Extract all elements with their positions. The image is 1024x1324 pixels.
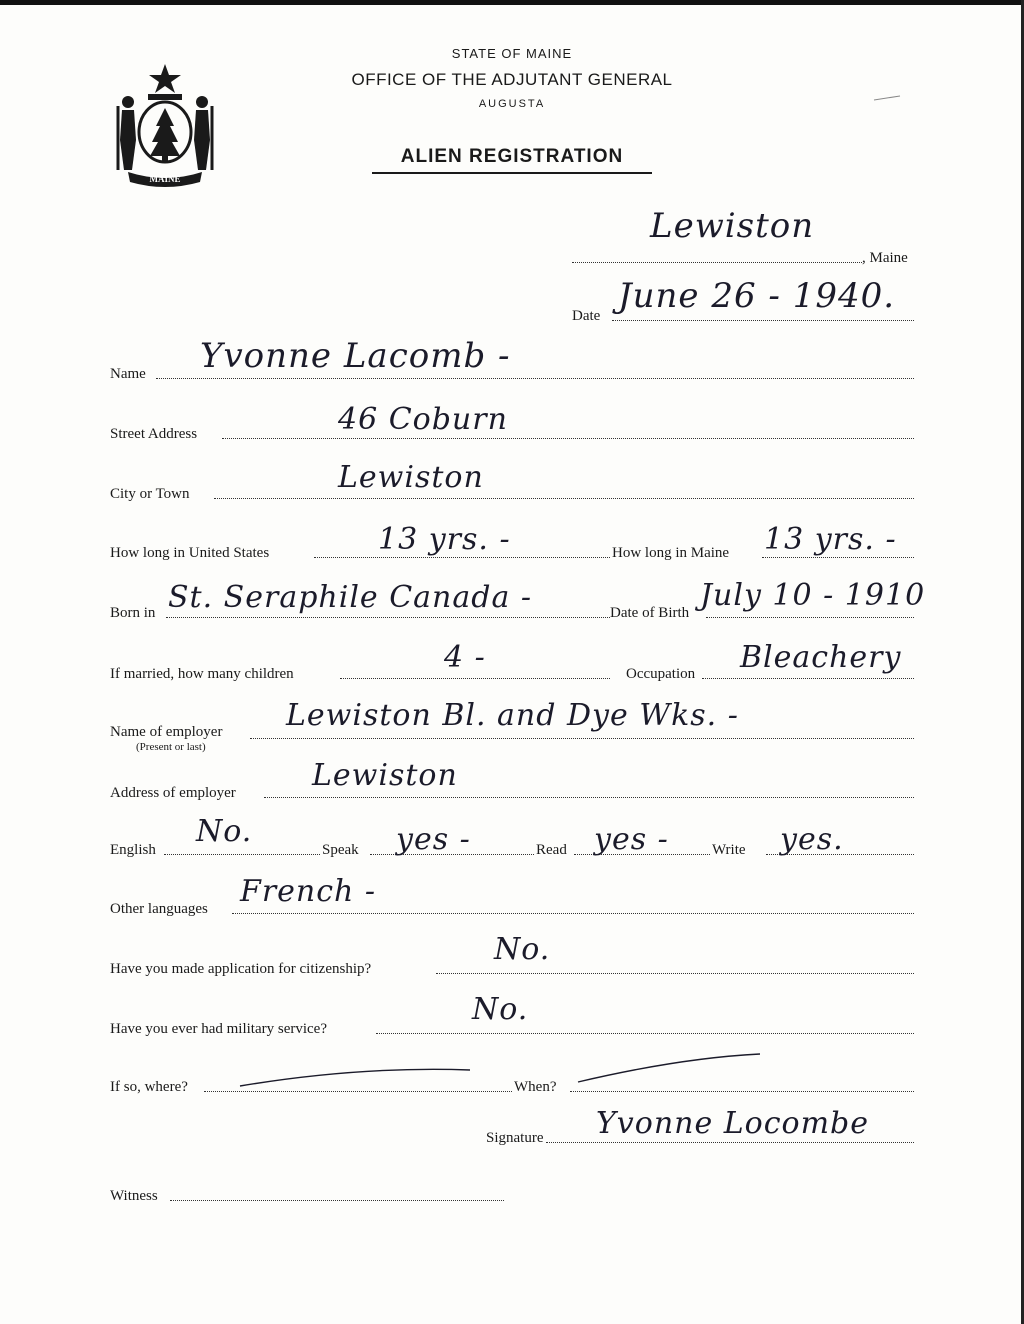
other-languages-label: Other languages xyxy=(110,901,208,917)
children-label: If married, how many children xyxy=(110,666,294,682)
english-line xyxy=(164,854,320,855)
state-heading: STATE OF MAINE xyxy=(451,46,573,61)
born-in-entry: St. Seraphile Canada - xyxy=(168,580,533,615)
how-long-maine-label: How long in Maine xyxy=(612,545,730,561)
employer-note: (Present or last) xyxy=(136,741,206,753)
when-label: When? xyxy=(514,1079,557,1095)
scan-edge-top xyxy=(0,0,1024,5)
place-line xyxy=(572,262,862,263)
signature-label: Signature xyxy=(486,1130,544,1146)
place-entry: Lewiston xyxy=(650,206,815,246)
city-label: City or Town xyxy=(110,486,190,502)
witness-label: Witness xyxy=(110,1188,158,1204)
how-long-us-line xyxy=(314,557,610,558)
how-long-maine-entry: 13 yrs. - xyxy=(764,522,897,557)
employer-name-label: Name of employer xyxy=(110,724,223,740)
svg-text:MAINE: MAINE xyxy=(149,174,181,184)
signature-entry: Yvonne Locombe xyxy=(596,1106,869,1141)
employer-name-entry: Lewiston Bl. and Dye Wks. - xyxy=(286,698,739,733)
city-heading: AUGUSTA xyxy=(478,98,546,110)
military-label: Have you ever had military service? xyxy=(110,1021,327,1037)
other-languages-line xyxy=(232,913,914,914)
read-entry: yes - xyxy=(594,822,669,857)
date-entry: June 26 - 1940. xyxy=(618,276,896,316)
children-entry: 4 - xyxy=(444,640,486,675)
date-of-birth-entry: July 10 - 1910 xyxy=(700,578,926,613)
military-entry: No. xyxy=(472,992,529,1027)
military-line xyxy=(376,1033,914,1034)
name-entry: Yvonne Lacomb - xyxy=(200,336,511,376)
english-label: English xyxy=(110,842,156,858)
if-so-where-label: If so, where? xyxy=(110,1079,188,1095)
witness-line xyxy=(170,1200,504,1201)
date-label: Date xyxy=(572,308,601,324)
employer-address-label: Address of employer xyxy=(110,785,236,801)
citizenship-entry: No. xyxy=(494,932,551,967)
other-languages-entry: French - xyxy=(240,874,377,909)
street-address-entry: 46 Coburn xyxy=(338,402,508,437)
date-of-birth-label: Date of Birth xyxy=(610,605,690,621)
write-label: Write xyxy=(712,842,746,858)
speak-entry: yes - xyxy=(396,822,471,857)
occupation-line xyxy=(702,678,914,679)
how-long-us-label: How long in United States xyxy=(110,545,270,561)
read-label: Read xyxy=(536,842,567,858)
citizenship-label: Have you made application for citizenship? xyxy=(110,961,372,977)
name-line xyxy=(156,378,914,379)
office-heading: OFFICE OF THE ADJUTANT GENERAL xyxy=(351,70,673,89)
street-address-line xyxy=(222,438,914,439)
how-long-us-entry: 13 yrs. - xyxy=(378,522,511,557)
employer-name-line xyxy=(250,738,914,739)
date-of-birth-line xyxy=(706,617,914,618)
citizenship-line xyxy=(436,973,914,974)
city-entry: Lewiston xyxy=(338,460,484,495)
date-line xyxy=(612,320,914,321)
occupation-label: Occupation xyxy=(626,666,696,682)
born-in-label: Born in xyxy=(110,605,156,621)
form-title: ALIEN REGISTRATION xyxy=(372,146,652,174)
if-so-where-line xyxy=(204,1091,512,1092)
when-line xyxy=(570,1091,914,1092)
city-line xyxy=(214,498,914,499)
maine-label: , Maine xyxy=(862,250,908,266)
name-label: Name xyxy=(110,366,146,382)
born-in-line xyxy=(166,617,610,618)
state-seal-icon xyxy=(110,60,220,188)
english-entry: No. xyxy=(196,814,253,849)
occupation-entry: Bleachery xyxy=(740,640,902,675)
signature-line xyxy=(546,1142,914,1143)
street-address-label: Street Address xyxy=(110,426,198,442)
how-long-maine-line xyxy=(762,557,914,558)
employer-address-entry: Lewiston xyxy=(312,758,458,793)
children-line xyxy=(340,678,610,679)
write-entry: yes. xyxy=(780,822,844,857)
speak-label: Speak xyxy=(322,842,359,858)
employer-address-line xyxy=(264,797,914,798)
